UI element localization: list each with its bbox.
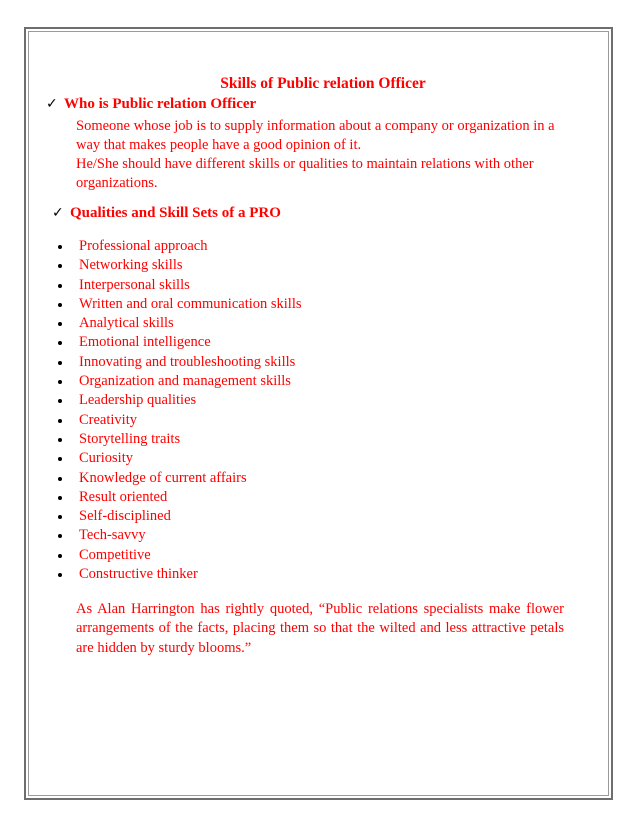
who-paragraph-line: Someone whose job is to supply information about a company or organization in a <box>76 118 555 134</box>
section-heading-who-text: Who is Public relation Officer <box>64 96 257 112</box>
who-paragraph-line: He/She should have different skills or qualities to maintain relations with other <box>76 156 534 172</box>
who-paragraph-line: organizations. <box>76 175 158 191</box>
list-item-text: Self-disciplined <box>79 508 171 525</box>
list-item-text: Constructive thinker <box>79 566 198 583</box>
list-item-text: Knowledge of current affairs <box>79 469 247 486</box>
list-item-text: Interpersonal skills <box>79 276 190 293</box>
list-item-text: Professional approach <box>79 238 208 254</box>
list-item-text: Innovating and troubleshooting skills <box>79 353 296 370</box>
section-heading-who <box>46 96 256 113</box>
bullet-icon <box>58 554 62 558</box>
bullet-icon <box>58 245 62 249</box>
bullet-icon <box>58 438 62 442</box>
bullet-icon <box>58 303 62 307</box>
list-item-text: Leadership qualities <box>79 392 197 409</box>
bullet-icon <box>58 284 62 288</box>
section-heading-qualities <box>52 205 281 222</box>
list-item-text: Organization and management skills <box>79 373 291 390</box>
checkmark-icon: ✓ <box>46 96 58 112</box>
list-item-text: Curiosity <box>79 450 133 467</box>
who-paragraph-line: way that makes people have a good opinion of it. <box>76 137 362 153</box>
bullet-icon <box>58 477 62 481</box>
list-item-text: Tech-savvy <box>79 527 146 544</box>
list-item-text: Analytical skills <box>79 315 174 332</box>
list-item-text: Emotional intelligence <box>79 334 211 351</box>
list-item-text: Written and oral communication skills <box>79 295 302 312</box>
section-heading-qualities-text: Qualities and Skill Sets of a PRO <box>70 205 281 221</box>
document-title: Skills of Public relation Officer <box>220 75 426 92</box>
who-paragraph <box>76 117 568 193</box>
list-item-text: Storytelling traits <box>79 430 181 447</box>
list-item-text: Networking skills <box>79 257 183 274</box>
quote-paragraph <box>76 600 564 658</box>
checkmark-icon: ✓ <box>52 205 64 221</box>
bullet-icon <box>58 496 62 500</box>
list-item-text: Creativity <box>79 411 137 428</box>
quote-line: are hidden by sturdy blooms.” <box>76 639 252 656</box>
quote-line: As Alan Harrington has rightly quoted, “Public relations specialists make flower <box>76 601 564 617</box>
bullet-icon <box>58 361 62 365</box>
list-item-text: Competitive <box>79 546 151 563</box>
list-item-text: Result oriented <box>79 488 168 505</box>
quote-line: arrangements of the facts, placing them so that the wilted and less attractive petals <box>76 620 564 637</box>
bullet-icon <box>58 419 62 423</box>
